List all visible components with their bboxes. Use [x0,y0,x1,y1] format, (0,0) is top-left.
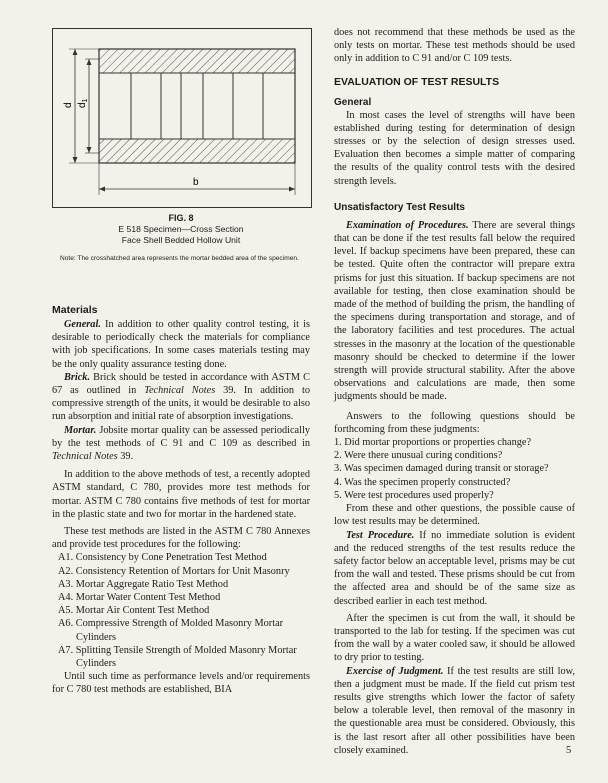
general-heading: General [334,96,372,108]
figure-title: FIG. 8 [168,213,194,223]
figure-caption-line2: Face Shell Bedded Hollow Unit [121,235,241,245]
materials-heading: Materials [52,304,98,316]
continued-paragraph: does not recommend that these methods be used as the only tests on mortar. These test methods should be used only in addition to C 91 and/or C 109 tests. [334,27,575,65]
figure-caption-line1: E 518 Specimen—Cross Section [118,224,244,234]
brick-paragraph: Brick. Brick should be tested in accordance with ASTM C 67 as outlined in Technical Notes 39. In addition to compressive strength of the units, it would be desirable to also run absorption and initial rate of absorption investigations. [52,371,310,423]
until-paragraph: Until such time as performance levels and/or requirements for C 780 test methods are established, BIA [52,671,310,696]
bottom-face-shell [99,139,295,163]
list-item: A4. Mortar Water Content Test Method [58,592,221,604]
right-column [334,26,575,757]
list-item: 2. Were there unusual curing conditions? [334,450,503,462]
list-item: A7. Splitting Tensile Strength of Molded Masonry Mortar Cylinders [58,644,297,670]
list-item: 3. Was specimen damaged during transit or storage? [334,463,549,475]
after-paragraph: After the specimen is cut from the wall, it should be transported to the lab for testing. If the specimen was cut from the wall by a water cooled saw, it should be allowed to dry prior to testing. [334,612,575,664]
left-column [52,304,310,697]
answers-intro: Answers to the following questions should be forthcoming from these judgments: [334,410,575,435]
test-procedure-paragraph: Test Procedure. If no immediate solution is evident and the reduced strengths of the test results reduce the safety factor below an acceptable level, prisms may be cut from the wall and tested. These prisms should be cut from the affected area and should be of the same size as described earlier in each test method. [334,529,575,607]
judgment-paragraph: Exercise of Judgment. If the test results are still low, then a judgment must be made. If the field cut prism test results give strengths which lower the factor of safety below a tolerable level, then removal of the masonry in the questionable area must be considered. Obviously, this is the last resort after all other possibilities have been closely examined. [334,665,575,756]
questions-list [334,436,575,502]
page-number: 5 [566,745,572,756]
figure-8 [52,28,312,208]
list-item: A6. Compressive Strength of Molded Masonry Mortar Cylinders [58,618,284,643]
general-paragraph: General. In addition to other quality control testing, it is desirable to periodically check the materials for compliance with job specifications. In some cases materials testing may be the only quality assurance testing done. [52,319,310,370]
list-item: A3. Mortar Aggregate Ratio Test Method [58,578,229,590]
dimension-d-label: d [63,102,74,108]
c780-paragraph: In addition to the above methods of test, a recently adopted ASTM standard, C 780, provides more test methods for mortar. ASTM C 780 contains five methods of test for mortar in the plastic state and two for mortar in the hardened state. [52,469,310,520]
evaluation-heading: EVALUATION OF TEST RESULTS [334,75,500,88]
from-paragraph: From these and other questions, the possible cause of low test results may be determined. [334,503,575,528]
list-item: 5. Were test procedures used properly? [334,489,494,501]
annex-list [52,551,310,670]
unsatisfactory-heading: Unsatisfactory Test Results [334,201,465,213]
list-item: A2. Consistency Retention of Mortars for Unit Masonry [58,565,290,577]
figure-note: Note: The crosshatched area represents the mortar bedded area of the specimen. [60,255,299,262]
dimension-b-label: b [193,177,199,188]
top-face-shell [99,49,295,73]
mortar-paragraph: Mortar. Jobsite mortar quality can be assessed periodically by the test methods of C 91 and C 109 as described in Technical Notes 39. [52,424,310,463]
cross-section-diagram [53,29,311,207]
list-item: 1. Did mortar proportions or properties change? [334,437,532,449]
annex-intro: These test methods are listed in the ASTM C 780 Annexes and provide test procedures for the following: [52,526,310,551]
list-item: 4. Was the specimen properly constructed? [334,476,511,488]
list-item: A5. Mortar Air Content Test Method [58,605,210,617]
general-evaluation-paragraph: In most cases the level of strengths will have been established during testing for determination of design stresses or by the selection of design stresses used. Evaluation then becomes a simple matter of comparing the results of the quality control tests with the desired strength levels. [334,109,575,187]
list-item: A1. Consistency by Cone Penetration Test Method [58,552,267,564]
examination-paragraph: Examination of Procedures. There are several things that can be done if the test results fall below the required level. If backup specimens have been prepared, these can be tested. Quite often the contractor will prepare extra prisms for just this situation. If backup specimens are not available for testing, then close examination should be made of the method of building the prism, the handling of the specimens during transportation and storage, and of the laboratory facilities and test procedures. The actual stresses in the masonry at the location of the questionable masonry should be checked to determine if the lower strength will provide structural stability. After the above observations and calculations are made, then some judgments should be made. [334,219,575,403]
dimension-d1-label: $d_1$ [77,98,89,108]
